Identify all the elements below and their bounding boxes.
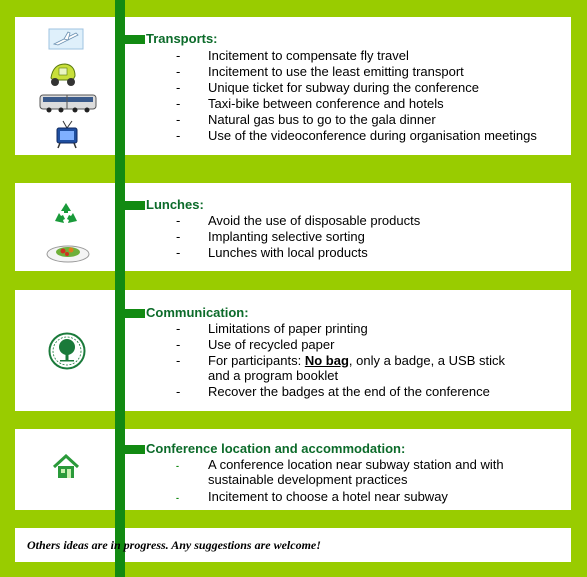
airplane-icon xyxy=(48,27,84,51)
taxi-bike-icon xyxy=(47,60,79,88)
bullet-dash: - xyxy=(176,337,181,352)
list-item: Recover the badges at the end of the conference xyxy=(208,384,490,399)
list-item: Use of recycled paper xyxy=(208,337,335,352)
list-item: Avoid the use of disposable products xyxy=(208,213,421,228)
bullet-dash: - xyxy=(176,493,179,503)
bullet-dash: - xyxy=(176,80,181,95)
list-item: Limitations of paper printing xyxy=(208,321,368,336)
list-item xyxy=(208,353,505,368)
footer-note: Others ideas are in progress. Any suggestions are welcome! xyxy=(27,538,321,552)
vertical-divider xyxy=(115,0,125,577)
bullet-dash: - xyxy=(176,213,181,228)
bullet-dash: - xyxy=(176,112,181,127)
section-marker xyxy=(125,309,145,318)
list-item: Implanting selective sorting xyxy=(208,229,365,244)
list-item: Unique ticket for subway during the conference xyxy=(208,80,479,95)
bullet-dash: - xyxy=(176,48,181,63)
food-plate-icon xyxy=(45,238,91,264)
section-title-transports: Transports: xyxy=(146,31,218,46)
section-title-communication: Communication: xyxy=(146,305,249,320)
list-item: A conference location near subway station and with xyxy=(208,457,504,472)
tree-seal-icon xyxy=(48,332,86,370)
list-item: Incitement to choose a hotel near subway xyxy=(208,489,448,504)
recycle-icon xyxy=(52,201,80,227)
bullet-dash: - xyxy=(176,128,181,143)
list-item: Incitement to use the least emitting transport xyxy=(208,64,464,79)
list-item: Taxi-bike between conference and hotels xyxy=(208,96,444,111)
bullet-dash: - xyxy=(176,384,181,399)
videoconference-icon xyxy=(55,119,79,149)
list-item-continuation: sustainable development practices xyxy=(208,472,408,487)
list-item: Natural gas bus to go to the gala dinner xyxy=(208,112,436,127)
list-item-continuation: and a program booklet xyxy=(208,368,339,383)
bullet-dash: - xyxy=(176,64,181,79)
bus-icon xyxy=(39,93,97,113)
list-item: Incitement to compensate fly travel xyxy=(208,48,409,63)
section-marker xyxy=(125,201,145,210)
bullet-dash: - xyxy=(176,321,181,336)
list-item-text: For participants: xyxy=(208,353,302,368)
section-title-lunches: Lunches: xyxy=(146,197,204,212)
bullet-dash: - xyxy=(176,96,181,111)
no-bag-emphasis: No bag xyxy=(304,353,349,368)
list-item-text: , only a badge, a USB stick xyxy=(348,353,505,368)
list-item: Use of the videoconference during organisation meetings xyxy=(208,128,537,143)
green-house-icon xyxy=(52,454,80,480)
bullet-dash: - xyxy=(176,245,181,260)
bullet-dash: - xyxy=(176,229,181,244)
section-marker xyxy=(125,35,145,44)
list-item: Lunches with local products xyxy=(208,245,368,260)
section-marker xyxy=(125,445,145,454)
section-title-location: Conference location and accommodation: xyxy=(146,441,406,456)
bullet-dash: - xyxy=(176,353,181,368)
bullet-dash: - xyxy=(176,461,179,471)
